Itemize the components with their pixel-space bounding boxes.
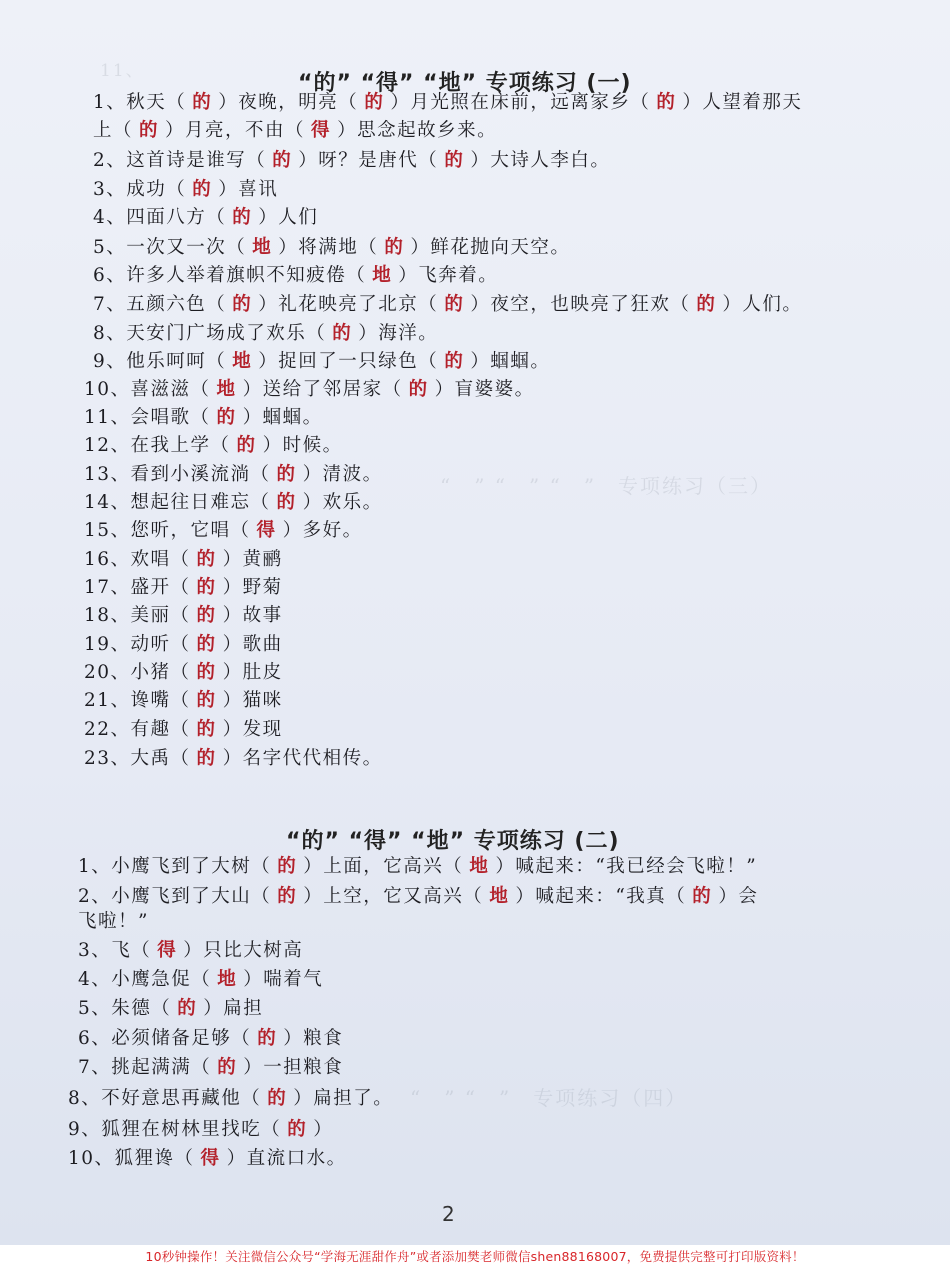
- line-text: 12、在我上学（: [84, 435, 231, 456]
- line-text: 5、朱德（: [78, 998, 172, 1019]
- line-text: ）名字代代相传。: [222, 748, 383, 769]
- exercise-line: [84, 437, 343, 456]
- line-text: ）夜空，也映亮了狂欢（: [470, 294, 691, 315]
- line-text: ）肚皮: [222, 662, 283, 683]
- answer-word: 的: [444, 294, 465, 315]
- line-text: ）黄鹂: [222, 549, 283, 570]
- line-text: 1、小鹰飞到了大树（: [78, 856, 272, 877]
- line-text: ）飞奔着。: [398, 265, 499, 286]
- line-text: 10、狐狸谗（: [68, 1148, 195, 1169]
- exercise-line: [78, 858, 757, 877]
- line-text: 4、四面八方（: [93, 207, 227, 228]
- line-text: 6、必须储备足够（: [78, 1028, 252, 1049]
- answer-word: 地: [216, 379, 237, 400]
- line-text: ）捉回了一只绿色（: [258, 351, 439, 372]
- answer-word: 的: [196, 605, 217, 626]
- answer-word: 的: [217, 1057, 238, 1078]
- bleed-through-heading: “ ” “ ” 专项练习（四）: [410, 1086, 688, 1110]
- line-text: ）野菊: [222, 577, 283, 598]
- answer-word: 的: [656, 92, 677, 113]
- exercise-line: [68, 1121, 333, 1140]
- promo-footer: 10秒钟操作！关注微信公众号“学海无涯甜作舟”或者添加樊老师微信shen88168007，免费提供完整可打印版资料！: [0, 1245, 950, 1269]
- exercise-line: [84, 522, 363, 541]
- line-text: ）将满地（: [278, 237, 379, 258]
- line-text: ）故事: [222, 605, 283, 626]
- answer-word: 的: [196, 634, 217, 655]
- exercise-line: [84, 607, 283, 626]
- line-text: 23、大禹（: [84, 748, 191, 769]
- answer-word: 的: [408, 379, 429, 400]
- answer-word: 的: [277, 856, 298, 877]
- line-text: ）鲜花抛向天空。: [410, 237, 571, 258]
- answer-word: 的: [364, 92, 385, 113]
- exercise-line: [84, 551, 283, 570]
- bleed-through-heading: “ ” “ ” “ ” 专项练习（三）: [440, 474, 773, 498]
- answer-word: 的: [196, 690, 217, 711]
- line-text: ）人们: [258, 207, 319, 228]
- answer-word: 的: [692, 886, 713, 907]
- line-text: ）清波。: [302, 464, 383, 485]
- exercise-line: [78, 942, 303, 961]
- line-text: ）送给了邻居家（: [242, 379, 403, 400]
- line-text: 13、看到小溪流淌（: [84, 464, 271, 485]
- line-text: 2、小鹰飞到了大山（: [78, 886, 272, 907]
- answer-word: 的: [444, 351, 465, 372]
- line-text: 3、飞（: [78, 940, 152, 961]
- exercise-line: [93, 152, 610, 171]
- line-text: 4、小鹰急促（: [78, 969, 212, 990]
- exercise-line: [93, 181, 278, 200]
- line-text: ）盲婆婆。: [434, 379, 535, 400]
- answer-word: 的: [216, 407, 237, 428]
- line-text: 20、小猪（: [84, 662, 191, 683]
- answer-word: 的: [332, 323, 353, 344]
- line-text: ）一担粮食: [243, 1057, 344, 1078]
- line-text: ）呀？是唐代（: [298, 150, 439, 171]
- answer-word: 地: [252, 237, 273, 258]
- answer-word: 的: [267, 1088, 288, 1109]
- line-text: 上（: [93, 120, 134, 141]
- line-text: ）月亮，不由（: [165, 120, 306, 141]
- line-text: ）月光照在床前，远离家乡（: [390, 92, 651, 113]
- exercise-line: [84, 692, 283, 711]
- section-one-title: “的” “得” “地” 专项练习 (一): [298, 71, 632, 96]
- section-two-title: “的” “得” “地” 专项练习 (二): [286, 829, 620, 854]
- answer-word: 地: [489, 886, 510, 907]
- line-text: ）发现: [222, 719, 283, 740]
- page-number: 2: [442, 1202, 455, 1226]
- line-text: 9、狐狸在树林里找吃（: [68, 1119, 282, 1140]
- answer-word: 的: [232, 207, 253, 228]
- line-text: 21、谗嘴（: [84, 690, 191, 711]
- line-text: 3、成功（: [93, 179, 187, 200]
- exercise-line: [93, 122, 497, 141]
- exercise-line: [84, 409, 323, 428]
- exercise-line: [68, 1090, 393, 1109]
- answer-word: 的: [257, 1028, 278, 1049]
- line-text: 2、这首诗是谁写（: [93, 150, 267, 171]
- exercise-line: [84, 494, 383, 513]
- exercise-line: [84, 664, 283, 683]
- exercise-line: [84, 721, 283, 740]
- line-text: ）人们。: [722, 294, 803, 315]
- answer-word: 的: [196, 549, 217, 570]
- answer-word: 的: [236, 435, 257, 456]
- line-text: ）夜晚，明亮（: [218, 92, 359, 113]
- line-text: 7、挑起满满（: [78, 1057, 212, 1078]
- line-text: ）礼花映亮了北京（: [258, 294, 439, 315]
- line-text: ）上空，它又高兴（: [303, 886, 484, 907]
- line-text: ）扁担了。: [293, 1088, 394, 1109]
- answer-word: 的: [276, 492, 297, 513]
- answer-word: 的: [287, 1119, 308, 1140]
- answer-word: 的: [272, 150, 293, 171]
- exercise-line: [78, 1030, 343, 1049]
- exercise-line: [78, 971, 323, 990]
- line-text: 6、许多人举着旗帜不知疲倦（: [93, 265, 367, 286]
- answer-word: 的: [277, 886, 298, 907]
- line-text: 15、您听，它唱（: [84, 520, 251, 541]
- line-text: 飞啦！”: [78, 911, 149, 932]
- line-text: ）欢乐。: [302, 492, 383, 513]
- answer-word: 的: [276, 464, 297, 485]
- line-text: ）喊起来：“我真（: [515, 886, 687, 907]
- answer-word: 地: [469, 856, 490, 877]
- answer-word: 的: [696, 294, 717, 315]
- line-text: ）思念起故乡来。: [337, 120, 498, 141]
- line-text: ）时候。: [262, 435, 343, 456]
- line-text: ）粮食: [283, 1028, 344, 1049]
- line-text: 14、想起往日难忘（: [84, 492, 271, 513]
- exercise-line: [93, 325, 438, 344]
- line-text: ）大诗人李白。: [470, 150, 611, 171]
- line-text: 1、秋天（: [93, 92, 187, 113]
- exercise-line: [78, 1059, 343, 1078]
- exercise-line: [78, 913, 149, 932]
- line-text: ）扁担: [203, 998, 264, 1019]
- answer-word: 的: [384, 237, 405, 258]
- line-text: ）海洋。: [358, 323, 439, 344]
- line-text: ）: [313, 1119, 334, 1140]
- line-text: ）喊起来：“我已经会飞啦！”: [495, 856, 758, 877]
- line-text: 17、盛开（: [84, 577, 191, 598]
- exercise-line: [84, 579, 283, 598]
- exercise-line: [84, 636, 283, 655]
- answer-word: 地: [372, 265, 393, 286]
- answer-word: 的: [196, 577, 217, 598]
- answer-word: 的: [196, 748, 217, 769]
- line-text: 7、五颜六色（: [93, 294, 227, 315]
- line-text: 8、不好意思再藏他（: [68, 1088, 262, 1109]
- exercise-line: [84, 466, 383, 485]
- line-text: 8、天安门广场成了欢乐（: [93, 323, 327, 344]
- answer-word: 得: [256, 520, 277, 541]
- line-text: 18、美丽（: [84, 605, 191, 626]
- exercise-line: [84, 381, 535, 400]
- exercise-line: [93, 239, 570, 258]
- line-text: 5、一次又一次（: [93, 237, 247, 258]
- exercise-line: [93, 209, 318, 228]
- exercise-line: [78, 1000, 263, 1019]
- exercise-line: [93, 94, 802, 113]
- line-text: ）直流口水。: [226, 1148, 347, 1169]
- exercise-line: [93, 353, 550, 372]
- line-text: 11、会唱歌（: [84, 407, 211, 428]
- answer-word: 的: [196, 662, 217, 683]
- line-text: 22、有趣（: [84, 719, 191, 740]
- answer-word: 得: [200, 1148, 221, 1169]
- exercise-line: [68, 1150, 347, 1169]
- answer-word: 的: [232, 294, 253, 315]
- line-text: ）蝈蝈。: [242, 407, 323, 428]
- answer-word: 得: [311, 120, 332, 141]
- answer-word: 的: [196, 719, 217, 740]
- answer-word: 地: [232, 351, 253, 372]
- line-text: ）只比大树高: [183, 940, 304, 961]
- line-text: 19、动听（: [84, 634, 191, 655]
- line-text: ）会: [718, 886, 759, 907]
- exercise-line: [78, 888, 758, 907]
- answer-word: 的: [177, 998, 198, 1019]
- line-text: ）歌曲: [222, 634, 283, 655]
- answer-word: 的: [139, 120, 160, 141]
- line-text: 9、他乐呵呵（: [93, 351, 227, 372]
- exercise-line: [93, 267, 498, 286]
- answer-word: 的: [192, 179, 213, 200]
- line-text: 10、喜滋滋（: [84, 379, 211, 400]
- exercise-line: [84, 750, 383, 769]
- answer-word: 地: [217, 969, 238, 990]
- line-text: ）多好。: [282, 520, 363, 541]
- line-text: ）人望着那天: [682, 92, 803, 113]
- line-text: ）上面，它高兴（: [303, 856, 464, 877]
- answer-word: 得: [157, 940, 178, 961]
- line-text: 16、欢唱（: [84, 549, 191, 570]
- line-text: ）喘着气: [243, 969, 324, 990]
- answer-word: 的: [192, 92, 213, 113]
- bleed-through-text: 11、: [100, 61, 289, 81]
- line-text: ）喜讯: [218, 179, 279, 200]
- exercise-line: [93, 296, 802, 315]
- line-text: ）蝈蝈。: [470, 351, 551, 372]
- answer-word: 的: [444, 150, 465, 171]
- line-text: ）猫咪: [222, 690, 283, 711]
